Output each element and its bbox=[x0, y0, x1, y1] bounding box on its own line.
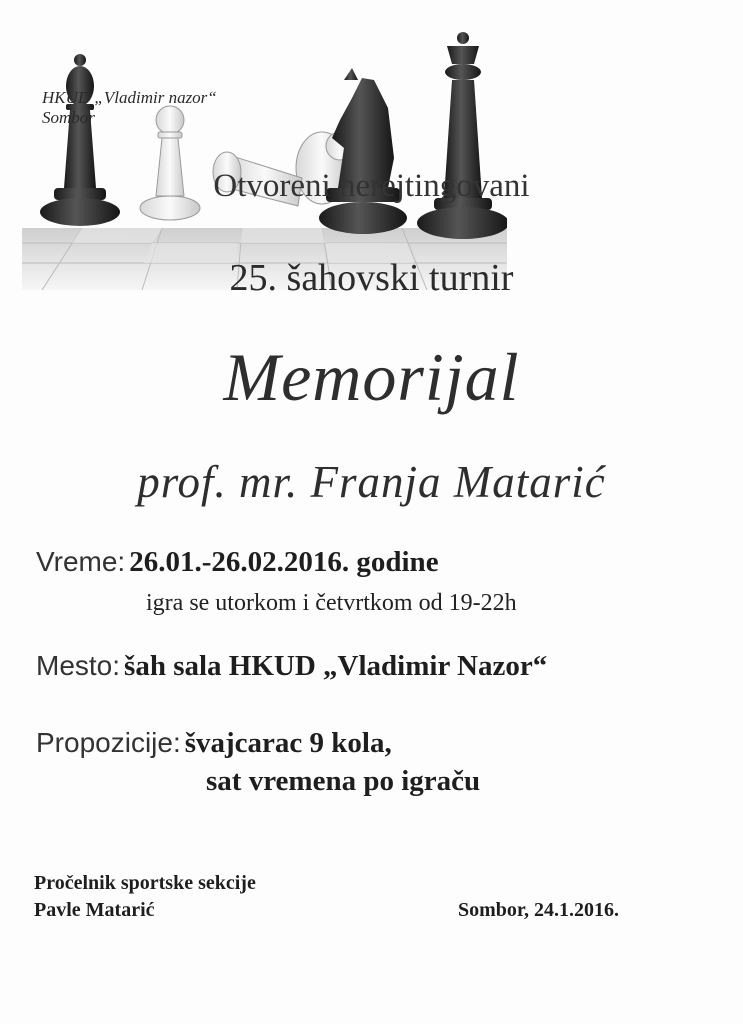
time-label: Vreme: bbox=[36, 546, 126, 577]
time-note: igra se utorkom i četvrtkom od 19-22h bbox=[146, 590, 517, 616]
title-line-2: 25. šahovski turnir bbox=[229, 257, 514, 299]
time-row bbox=[36, 546, 439, 579]
chess-pieces-icon bbox=[22, 28, 507, 290]
time-value: 26.01.-26.02.2016. godine bbox=[129, 546, 439, 578]
place-value: šah sala HKUD „Vladimir Nazor“ bbox=[124, 650, 548, 682]
footer-place-date: Sombor, 24.1.2016. bbox=[458, 899, 619, 921]
place-label: Mesto: bbox=[36, 650, 121, 681]
footer-name: Pavle Matarić bbox=[34, 899, 155, 921]
rules-value-1: švajcarac 9 kola, bbox=[184, 727, 392, 759]
rules-row bbox=[36, 727, 392, 760]
rules-label: Propozicije: bbox=[36, 727, 181, 758]
title-memorial: Memorijal bbox=[223, 339, 520, 415]
footer-role: Pročelnik sportske sekcije bbox=[34, 872, 256, 894]
organization-line-1: HKUD „Vladimir nazor“ bbox=[42, 88, 217, 107]
rules-value-2: sat vremena po igraču bbox=[206, 765, 481, 797]
place-row bbox=[36, 650, 547, 683]
organization-line-2: Sombor bbox=[42, 108, 95, 127]
title-line-1: Otvoreni nerejtingovani bbox=[213, 168, 530, 204]
title-honoree: prof. mr. Franja Matarić bbox=[137, 457, 606, 507]
organization-name bbox=[42, 88, 217, 128]
